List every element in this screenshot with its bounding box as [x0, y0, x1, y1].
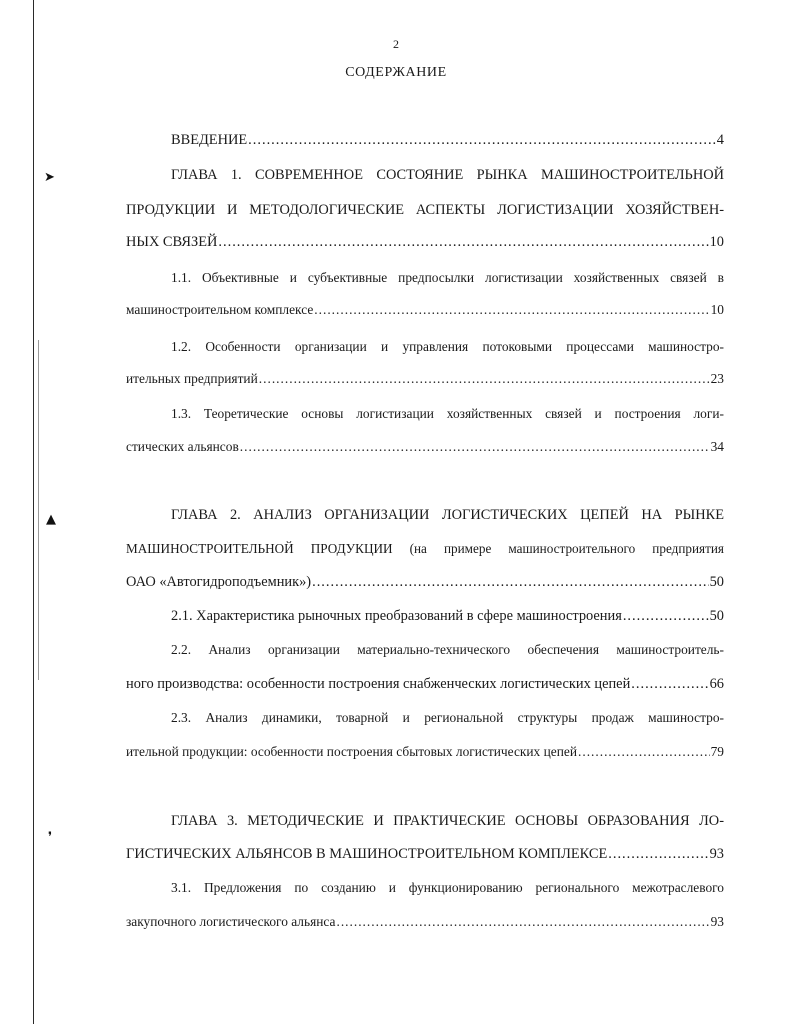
toc-dot-leader	[259, 369, 710, 389]
toc-dot-leader	[336, 912, 709, 932]
page-number: 2	[393, 37, 399, 51]
toc-dot-leader	[218, 232, 708, 252]
scan-margin-line	[38, 340, 39, 680]
toc-chapter-1-line1: ГЛАВА 1. СОВРЕМЕННОЕ СОСТОЯНИЕ РЫНКА МАШИНОСТРОИТЕЛЬНОЙ	[171, 167, 724, 183]
toc-page-number: 23	[710, 371, 724, 386]
toc-entry-text: ВВЕДЕНИЕ	[171, 132, 248, 148]
toc-page-number: 4	[716, 132, 724, 148]
toc-section-1-1-line2: машиностроительном комплексе ..... 10	[126, 300, 724, 320]
toc-page-number: 10	[710, 302, 724, 317]
toc-dot-leader	[608, 844, 708, 864]
toc-chapter-3-line2: ГИСТИЧЕСКИХ АЛЬЯНСОВ В МАШИНОСТРОИТЕЛЬНОМ КОМПЛЕКСЕ ..... 93	[126, 844, 724, 864]
toc-section-2-2-line1: 2.2. Анализ организации материально-технического обеспечения машиностроитель-	[171, 642, 724, 657]
scan-margin-line	[33, 0, 34, 1024]
toc-chapter-3-line1: ГЛАВА 3. МЕТОДИЧЕСКИЕ И ПРАКТИЧЕСКИЕ ОСНОВЫ ОБРАЗОВАНИЯ ЛО-	[171, 813, 724, 829]
toc-section-2-1: 2.1. Характеристика рыночных преобразований в сфере машиностроения ..... 50	[126, 606, 724, 626]
scan-mark: ❜	[48, 830, 53, 845]
page-title: СОДЕРЖАНИЕ	[345, 65, 447, 80]
toc-dot-leader	[240, 437, 710, 457]
toc-section-1-2-line1: 1.2. Особенности организации и управления потоковыми процессами машиностро-	[171, 339, 724, 354]
toc-section-1-1-line1: 1.1. Объективные и субъективные предпосылки логистизации хозяйственных связей в	[171, 270, 724, 285]
toc-page-number: 10	[709, 234, 724, 250]
toc-page-number: 34	[710, 439, 724, 454]
toc-section-3-1-line2: закупочного логистического альянса ..... 93	[126, 912, 724, 932]
scan-mark: ➤	[44, 170, 55, 185]
toc-chapter-2-line2: МАШИНОСТРОИТЕЛЬНОЙ ПРОДУКЦИИ (на примере машиностроительного предприятия	[126, 541, 724, 556]
toc-section-2-2-line2: ного производства: особенности построения снабженческих логистических цепей ..... 66	[126, 674, 724, 694]
toc-dot-leader	[631, 674, 708, 694]
toc-page-number: 79	[710, 744, 724, 759]
toc-dot-leader	[314, 300, 709, 320]
scan-mark: ▲	[46, 512, 56, 527]
toc-section-1-3-line1: 1.3. Теоретические основы логистизации хозяйственных связей и построения логи-	[171, 406, 724, 421]
toc-chapter-1-line2: ПРОДУКЦИИ И МЕТОДОЛОГИЧЕСКИЕ АСПЕКТЫ ЛОГИСТИЗАЦИИ ХОЗЯЙСТВЕН-	[126, 202, 724, 218]
toc-dot-leader	[578, 742, 710, 762]
toc-section-1-2-line2: ительных предприятий ..... 23	[126, 369, 724, 389]
toc-section-2-3-line1: 2.3. Анализ динамики, товарной и региональной структуры продаж машиностро-	[171, 710, 724, 725]
toc-page-number: 50	[709, 574, 724, 590]
toc-page-number: 93	[709, 846, 724, 862]
toc-section-2-3-line2: ительной продукции: особенности построения сбытовых логистических цепей ..... 79	[126, 742, 724, 762]
toc-chapter-1-line3: НЫХ СВЯЗЕЙ ..... 10	[126, 232, 724, 252]
toc-entry-introduction	[126, 130, 724, 150]
toc-chapter-2-line3: ОАО «Автогидроподъемник») ..... 50	[126, 572, 724, 592]
toc-dot-leader	[312, 572, 709, 592]
toc-dot-leader	[248, 130, 716, 150]
toc-page-number: 66	[709, 676, 724, 692]
toc-page-number: 50	[709, 608, 724, 624]
toc-chapter-2-line1: ГЛАВА 2. АНАЛИЗ ОРГАНИЗАЦИИ ЛОГИСТИЧЕСКИХ ЦЕПЕЙ НА РЫНКЕ	[171, 507, 724, 523]
toc-dot-leader	[623, 606, 709, 626]
toc-page-number: 93	[710, 914, 724, 929]
toc-section-3-1-line1: 3.1. Предложения по созданию и функционированию регионального межотраслевого	[171, 880, 724, 895]
toc-section-1-3-line2: стических альянсов ..... 34	[126, 437, 724, 457]
